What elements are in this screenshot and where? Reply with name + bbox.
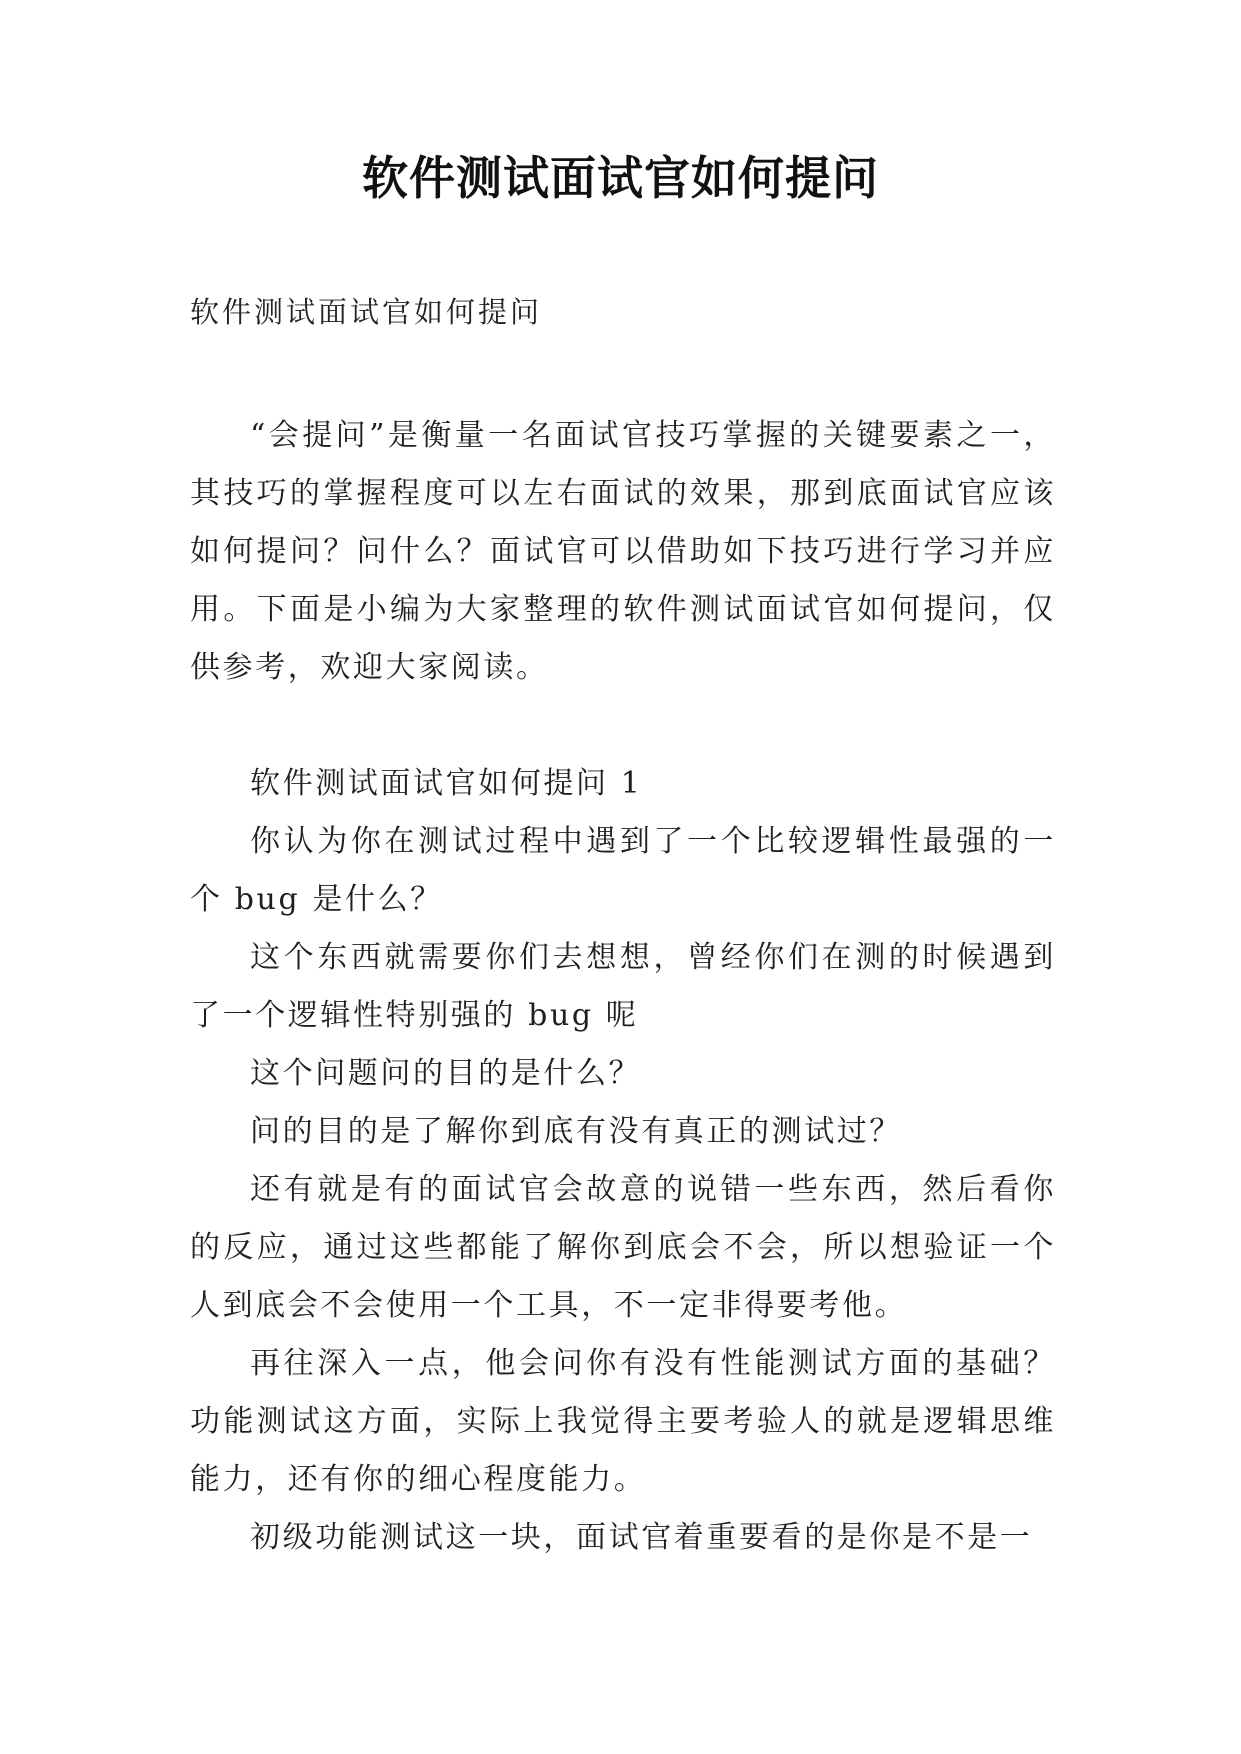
paragraph: 你认为你在测试过程中遇到了一个比较逻辑性最强的一个 bug 是什么？ <box>190 824 1056 917</box>
document-body <box>190 407 1056 1567</box>
document-title: 软件测试面试官如何提问 <box>362 151 879 205</box>
document-subtitle: 软件测试面试官如何提问 <box>190 295 543 329</box>
paragraph: 还有就是有的面试官会故意的说错一些东西，然后看你的反应，通过这些都能了解你到底会不会，所以想验证一个人到底会不会使用一个工具，不一定非得要考他。 <box>190 1172 1056 1323</box>
section-heading: 软件测试面试官如何提问 1 <box>250 766 643 801</box>
paragraph-intro: “会提问”是衡量一名面试官技巧掌握的关键要素之一，其技巧的掌握程度可以左右面试的效果，那到底面试官应该如何提问？问什么？面试官可以借助如下技巧进行学习并应用。下面是小编为大家整理的软件测试面试官如何提问，仅供参考，欢迎大家阅读。 <box>190 418 1056 685</box>
paragraph: 初级功能测试这一块，面试官着重要看的是你是不是一 <box>250 1520 1033 1555</box>
paragraph: 这个问题问的目的是什么？ <box>250 1056 642 1091</box>
paragraph: 这个东西就需要你们去想想，曾经你们在测的时候遇到了一个逻辑性特别强的 bug 呢 <box>190 940 1056 1033</box>
paragraph: 问的目的是了解你到底有没有真正的测试过？ <box>250 1114 902 1149</box>
paragraph: 再往深入一点，他会问你有没有性能测试方面的基础？功能测试这方面，实际上我觉得主要考验人的就是逻辑思维能力，还有你的细心程度能力。 <box>190 1346 1056 1497</box>
